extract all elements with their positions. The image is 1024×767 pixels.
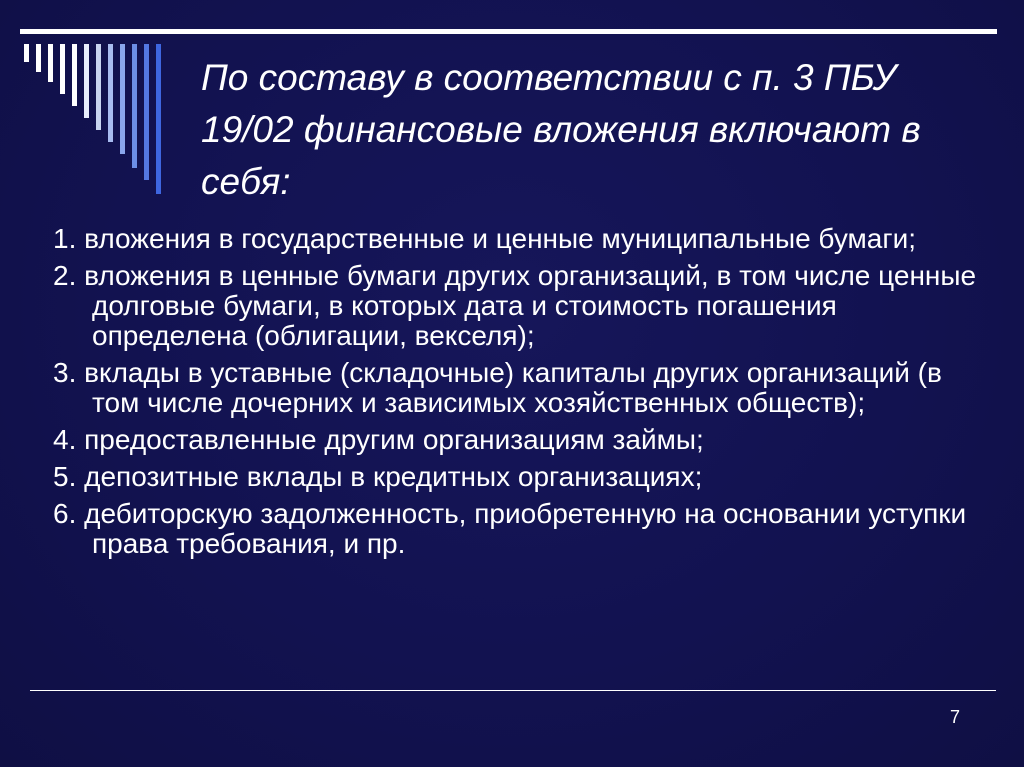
slide-title: По составу в соответствии с п. 3 ПБУ 19/02 финансовые вложения включают в себя: xyxy=(201,57,921,202)
stripe-10 xyxy=(132,44,137,168)
page-number: 7 xyxy=(950,707,961,727)
stripe-12 xyxy=(156,44,161,194)
stripe-2 xyxy=(36,44,41,72)
list-item: 5. депозитные вклады в кредитных организациях; xyxy=(53,461,703,492)
bottom-divider-line xyxy=(30,690,996,691)
list-item: 3. вклады в уставные (складочные) капиталы других организаций (в том числе дочерних и зависимых хозяйственных обществ); xyxy=(53,357,942,418)
list-item: 2. вложения в ценные бумаги других организаций, в том числе ценные долговые бумаги, в которых дата и стоимость погашения определена (облигации, векселя); xyxy=(53,260,977,351)
list-item: 1. вложения в государственные и ценные муниципальные бумаги; xyxy=(53,223,916,254)
stripe-7 xyxy=(96,44,101,130)
stripe-8 xyxy=(108,44,113,142)
list-item: 6. дебиторскую задолженность, приобретенную на основании уступки права требования, и пр. xyxy=(53,498,967,559)
top-divider-line xyxy=(20,29,997,34)
stripe-9 xyxy=(120,44,125,154)
stripe-1 xyxy=(24,44,29,62)
stripe-3 xyxy=(48,44,53,82)
stripe-5 xyxy=(72,44,77,106)
stripe-6 xyxy=(84,44,89,118)
list-item: 4. предоставленные другим организациям займы; xyxy=(53,424,704,455)
stripe-11 xyxy=(144,44,149,180)
decorative-stripes xyxy=(24,44,174,204)
stripe-4 xyxy=(60,44,65,94)
content-list xyxy=(53,224,983,566)
